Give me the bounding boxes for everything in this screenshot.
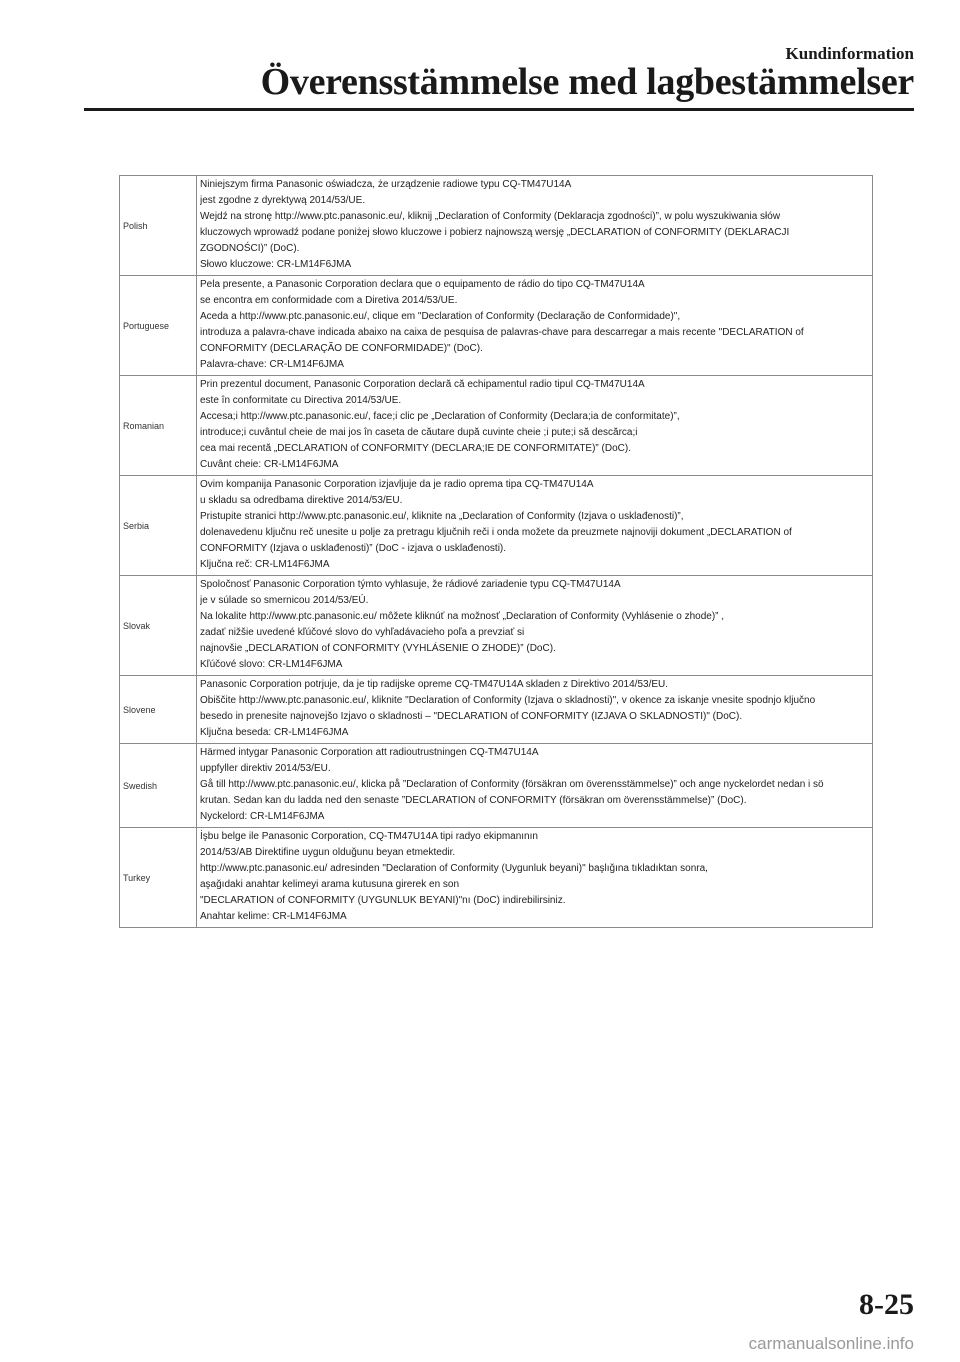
page-title: Överensstämmelse med lagbestämmelser	[260, 61, 914, 103]
language-cell: Slovene	[120, 676, 197, 744]
declaration-text-cell	[197, 676, 873, 744]
declaration-line: se encontra em conformidade com a Diretiva 2014/53/UE.	[200, 295, 458, 306]
declaration-line: Na lokalite http://www.ptc.panasonic.eu/ môžete kliknúť na možnosť „Declaration of Conformity (Vyhlásenie o zhode)” ,	[200, 611, 725, 622]
declaration-line: Prin prezentul document, Panasonic Corporation declară că echipamentul radio tipul CQ-TM47U14A	[200, 379, 645, 390]
language-cell: Slovak	[120, 576, 197, 676]
declaration-line: http://www.ptc.panasonic.eu/ adresinden "Declaration of Conformity (Uygunluk beyani)" başlığına tıkladıktan sonra,	[200, 863, 708, 874]
declaration-line: Pristupite stranici http://www.ptc.panasonic.eu/, kliknite na „Declaration of Conformity (Izjava o usklađenosti)”,	[200, 511, 684, 522]
declaration-line: Anahtar kelime: CR-LM14F6JMA	[200, 911, 347, 922]
declaration-text-cell	[197, 744, 873, 828]
declaration-line: krutan. Sedan kan du ladda ned den senaste ”DECLARATION of CONFORMITY (försäkran om överensstämmelse)” (DoC).	[200, 795, 747, 806]
declaration-text-cell	[197, 376, 873, 476]
declaration-line: Ključna beseda: CR-LM14F6JMA	[200, 727, 349, 738]
declaration-line: aşağıdaki anahtar kelimeyi arama kutusuna girerek en son	[200, 879, 460, 890]
declaration-line: Aceda a http://www.ptc.panasonic.eu/, clique em "Declaration of Conformity (Declaração de Conformidade)",	[200, 311, 681, 322]
declaration-line: zadať nižšie uvedené kľúčové slovo do vyhľadávacieho poľa a prevziať si	[200, 627, 525, 638]
language-cell: Portuguese	[120, 276, 197, 376]
declaration-line: jest zgodne z dyrektywą 2014/53/UE.	[200, 195, 366, 206]
declaration-line: Accesa;i http://www.ptc.panasonic.eu/, face;i clic pe „Declaration of Conformity (Declara;ia de conformitate)”,	[200, 411, 680, 422]
declaration-line: je v súlade so smernicou 2014/53/EÚ.	[200, 595, 369, 606]
declaration-line: Cuvânt cheie: CR-LM14F6JMA	[200, 459, 339, 470]
declaration-table-body	[120, 176, 873, 928]
table-row	[120, 476, 873, 576]
declaration-line: Obiščite http://www.ptc.panasonic.eu/, kliknite "Declaration of Conformity (Izjava o skladnosti)", v okence za iskanje vnesite spodnjo ključno	[200, 695, 816, 706]
declaration-line: Pela presente, a Panasonic Corporation declara que o equipamento de rádio do tipo CQ-TM47U14A	[200, 279, 645, 290]
declaration-line: "DECLARATION of CONFORMITY (UYGUNLUK BEYANI)"nı (DoC) indirebilirsiniz.	[200, 895, 566, 906]
declaration-line: introduce;i cuvântul cheie de mai jos în caseta de căutare după cuvinte cheie ;i pute;i să descărca;i	[200, 427, 638, 438]
declaration-text-cell	[197, 276, 873, 376]
declaration-line: Wejdź na stronę http://www.ptc.panasonic.eu/, kliknij „Declaration of Conformity (Deklaracja zgodności)”, w polu wyszukiwania słów	[200, 211, 781, 222]
language-cell: Turkey	[120, 828, 197, 928]
language-cell: Swedish	[120, 744, 197, 828]
declaration-line: Słowo kluczowe: CR-LM14F6JMA	[200, 259, 352, 270]
declaration-line: ZGODNOŚCI)” (DoC).	[200, 243, 300, 254]
declaration-line: CONFORMITY (DECLARAÇÃO DE CONFORMIDADE)" (DoC).	[200, 343, 483, 354]
table-row	[120, 276, 873, 376]
declaration-line: Ključna reč: CR-LM14F6JMA	[200, 559, 330, 570]
declaration-text-cell	[197, 828, 873, 928]
header-divider	[84, 108, 914, 111]
declaration-line: Niniejszym firma Panasonic oświadcza, że urządzenie radiowe typu CQ-TM47U14A	[200, 179, 572, 190]
table-row	[120, 676, 873, 744]
declaration-line: 2014/53/AB Direktifine uygun olduğunu beyan etmektedir.	[200, 847, 456, 858]
table-row	[120, 576, 873, 676]
declaration-line: Härmed intygar Panasonic Corporation att radioutrustningen CQ-TM47U14A	[200, 747, 539, 758]
declaration-line: İşbu belge ile Panasonic Corporation, CQ-TM47U14A tipi radyo ekipmanının	[200, 831, 538, 842]
declaration-line: najnovšie „DECLARATION of CONFORMITY (VYHLÁSENIE O ZHODE)” (DoC).	[200, 643, 556, 654]
declaration-line: Palavra-chave: CR-LM14F6JMA	[200, 359, 344, 370]
language-cell: Polish	[120, 176, 197, 276]
declaration-line: CONFORMITY (Izjava o usklađenosti)” (DoC - izjava o usklađenosti).	[200, 543, 507, 554]
declaration-line: Nyckelord: CR-LM14F6JMA	[200, 811, 325, 822]
declaration-line: u skladu sa odredbama direktive 2014/53/EU.	[200, 495, 403, 506]
declaration-text-cell	[197, 576, 873, 676]
table-row	[120, 376, 873, 476]
declaration-text-cell	[197, 476, 873, 576]
section-label: Kundinformation	[785, 44, 914, 63]
declaration-line: Ovim kompanija Panasonic Corporation izjavljuje da je radio oprema tipa CQ-TM47U14A	[200, 479, 594, 490]
declaration-line: Gå till http://www.ptc.panasonic.eu/, klicka på ”Declaration of Conformity (försäkran om överensstämmelse)” och ange nyckelordet nedan i sö	[200, 779, 824, 790]
watermark[interactable]: carmanualsonline.info	[748, 1334, 914, 1353]
declaration-line: uppfyller direktiv 2014/53/EU.	[200, 763, 331, 774]
declaration-line: dolenavedenu ključnu reč unesite u polje za pretragu ključnih reči i onda možete da preuzmete najnoviji dokument „DECLARATION of	[200, 527, 792, 538]
declaration-line: Spoločnosť Panasonic Corporation týmto vyhlasuje, že rádiové zariadenie typu CQ-TM47U14A	[200, 579, 621, 590]
declaration-line: Kľúčové slovo: CR-LM14F6JMA	[200, 659, 343, 670]
declaration-table	[119, 175, 873, 928]
declaration-line: besedo in prenesite najnovejšo Izjavo o skladnosti – "DECLARATION of CONFORMITY (IZJAVA O SKLADNOSTI)" (DoC).	[200, 711, 743, 722]
table-row	[120, 744, 873, 828]
language-cell: Serbia	[120, 476, 197, 576]
page-number: 8-25	[859, 1288, 914, 1321]
declaration-line: cea mai recentă „DECLARATION of CONFORMITY (DECLARA;IE DE CONFORMITATE)” (DoC).	[200, 443, 631, 454]
declaration-text-cell	[197, 176, 873, 276]
declaration-line: Panasonic Corporation potrjuje, da je tip radijske opreme CQ-TM47U14A skladen z Direktivo 2014/53/EU.	[200, 679, 669, 690]
table-row	[120, 828, 873, 928]
declaration-line: este în conformitate cu Directiva 2014/53/UE.	[200, 395, 402, 406]
language-cell: Romanian	[120, 376, 197, 476]
table-row	[120, 176, 873, 276]
declaration-line: introduza a palavra-chave indicada abaixo na caixa de pesquisa de palavras-chave para descarregar a mais recente "DECLARATION of	[200, 327, 804, 338]
declaration-line: kluczowych wprowadź podane poniżej słowo kluczowe i pobierz najnowszą wersję „DECLARATION of CONFORMITY (DEKLARACJI	[200, 227, 790, 238]
